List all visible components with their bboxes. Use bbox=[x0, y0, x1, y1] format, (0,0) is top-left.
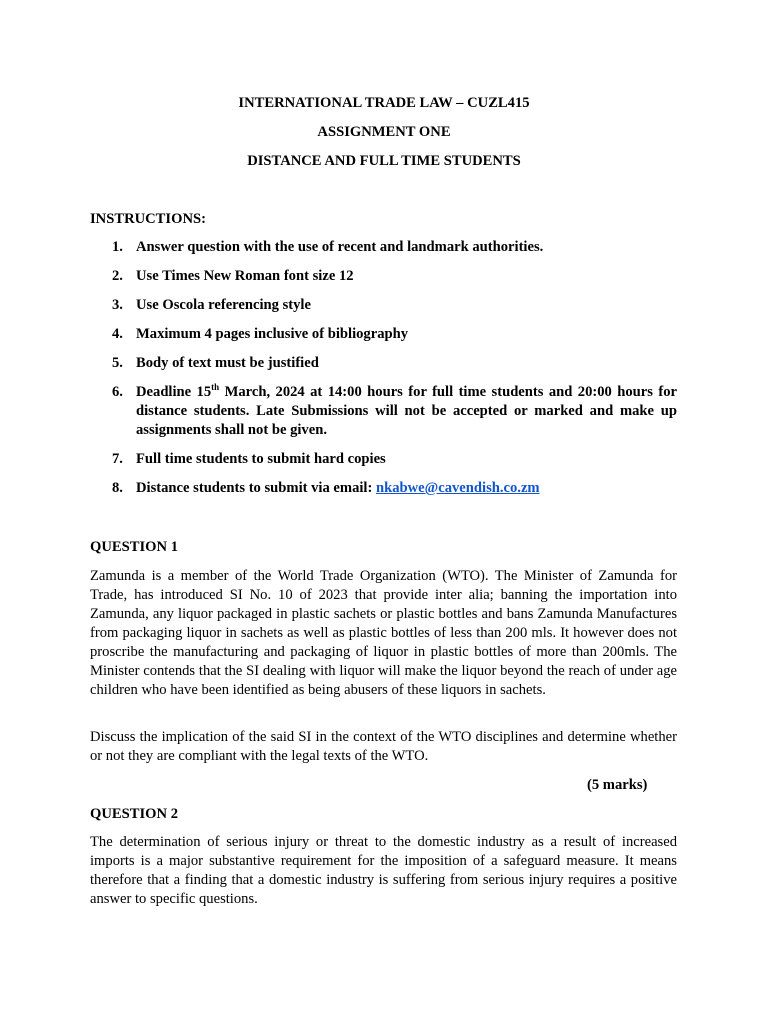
instructions-list bbox=[90, 238, 677, 508]
instruction-number: 4. bbox=[112, 326, 123, 342]
instruction-item bbox=[90, 238, 677, 257]
instruction-text: Answer question with the use of recent and landmark authorities. bbox=[136, 239, 544, 255]
instruction-number: 6. bbox=[112, 384, 123, 400]
instruction-item bbox=[90, 267, 677, 286]
instruction-text: Use Oscola referencing style bbox=[136, 297, 311, 313]
question-1-heading: QUESTION 1 bbox=[90, 539, 178, 555]
instruction-number: 8. bbox=[112, 480, 123, 496]
question-2-text: The determination of serious injury or threat to the domestic industry as a result of increased imports is a major substantive requirement for the imposition of a safeguard measure. It means therefore that a finding that a domestic industry is suffering from serious injury requires a positive answer to specific questions. bbox=[90, 834, 677, 907]
question-1-scenario: Zamunda is a member of the World Trade Organization (WTO). The Minister of Zamunda for Trade, has introduced SI No. 10 of 2023 that provide inter alia; banning the importation into Zamunda, any liquor packaged in plastic sachets or plastic bottles and bans Zamunda Manufactures from packaging liquor in sachets as well as plastic bottles of less than 200 mls. It however does not proscribe the manufacturing and packaging of liquor in plastic bottles of more than 200mls. The Minister contends that the SI dealing with liquor will make the liquor beyond the reach of under age children who have been identified as being abusers of these liquors in sachets. bbox=[90, 568, 677, 698]
instruction-item-email bbox=[90, 479, 677, 498]
instruction-item bbox=[90, 296, 677, 315]
instruction-number: 3. bbox=[112, 297, 123, 313]
instruction-text: Full time students to submit hard copies bbox=[136, 451, 386, 467]
course-title: INTERNATIONAL TRADE LAW – CUZL415 bbox=[238, 95, 530, 111]
question-1-task: Discuss the implication of the said SI in the context of the WTO disciplines and determine whether or not they are compliant with the legal texts of the WTO. bbox=[90, 729, 677, 764]
deadline-text-start: Deadline 15 bbox=[136, 384, 212, 400]
deadline-text-rest: March, 2024 at 14:00 hours for full time students and 20:00 hours for distance students. Late Submissions will not be accepted or marked and make up assignments shall not be given. bbox=[136, 384, 678, 438]
audience-title: DISTANCE AND FULL TIME STUDENTS bbox=[247, 153, 521, 169]
instruction-item-deadline bbox=[90, 383, 677, 440]
instruction-text: Use Times New Roman font size 12 bbox=[136, 268, 354, 284]
assignment-title: ASSIGNMENT ONE bbox=[317, 124, 451, 140]
instructions-heading: INSTRUCTIONS: bbox=[90, 211, 206, 227]
instruction-number: 7. bbox=[112, 451, 123, 467]
instruction-text: Distance students to submit via email: bbox=[136, 480, 376, 496]
instruction-item bbox=[90, 325, 677, 344]
question-1-marks: (5 marks) bbox=[587, 777, 648, 793]
question-2-heading: QUESTION 2 bbox=[90, 806, 178, 822]
instruction-number: 5. bbox=[112, 355, 123, 371]
ordinal-suffix: th bbox=[211, 382, 220, 393]
email-link[interactable]: nkabwe@cavendish.co.zm bbox=[376, 480, 540, 496]
instruction-number: 2. bbox=[112, 268, 123, 284]
instruction-item bbox=[90, 450, 677, 469]
instruction-text: Maximum 4 pages inclusive of bibliography bbox=[136, 326, 409, 342]
instruction-text: Body of text must be justified bbox=[136, 355, 319, 371]
instruction-item bbox=[90, 354, 677, 373]
instruction-number: 1. bbox=[112, 239, 123, 255]
